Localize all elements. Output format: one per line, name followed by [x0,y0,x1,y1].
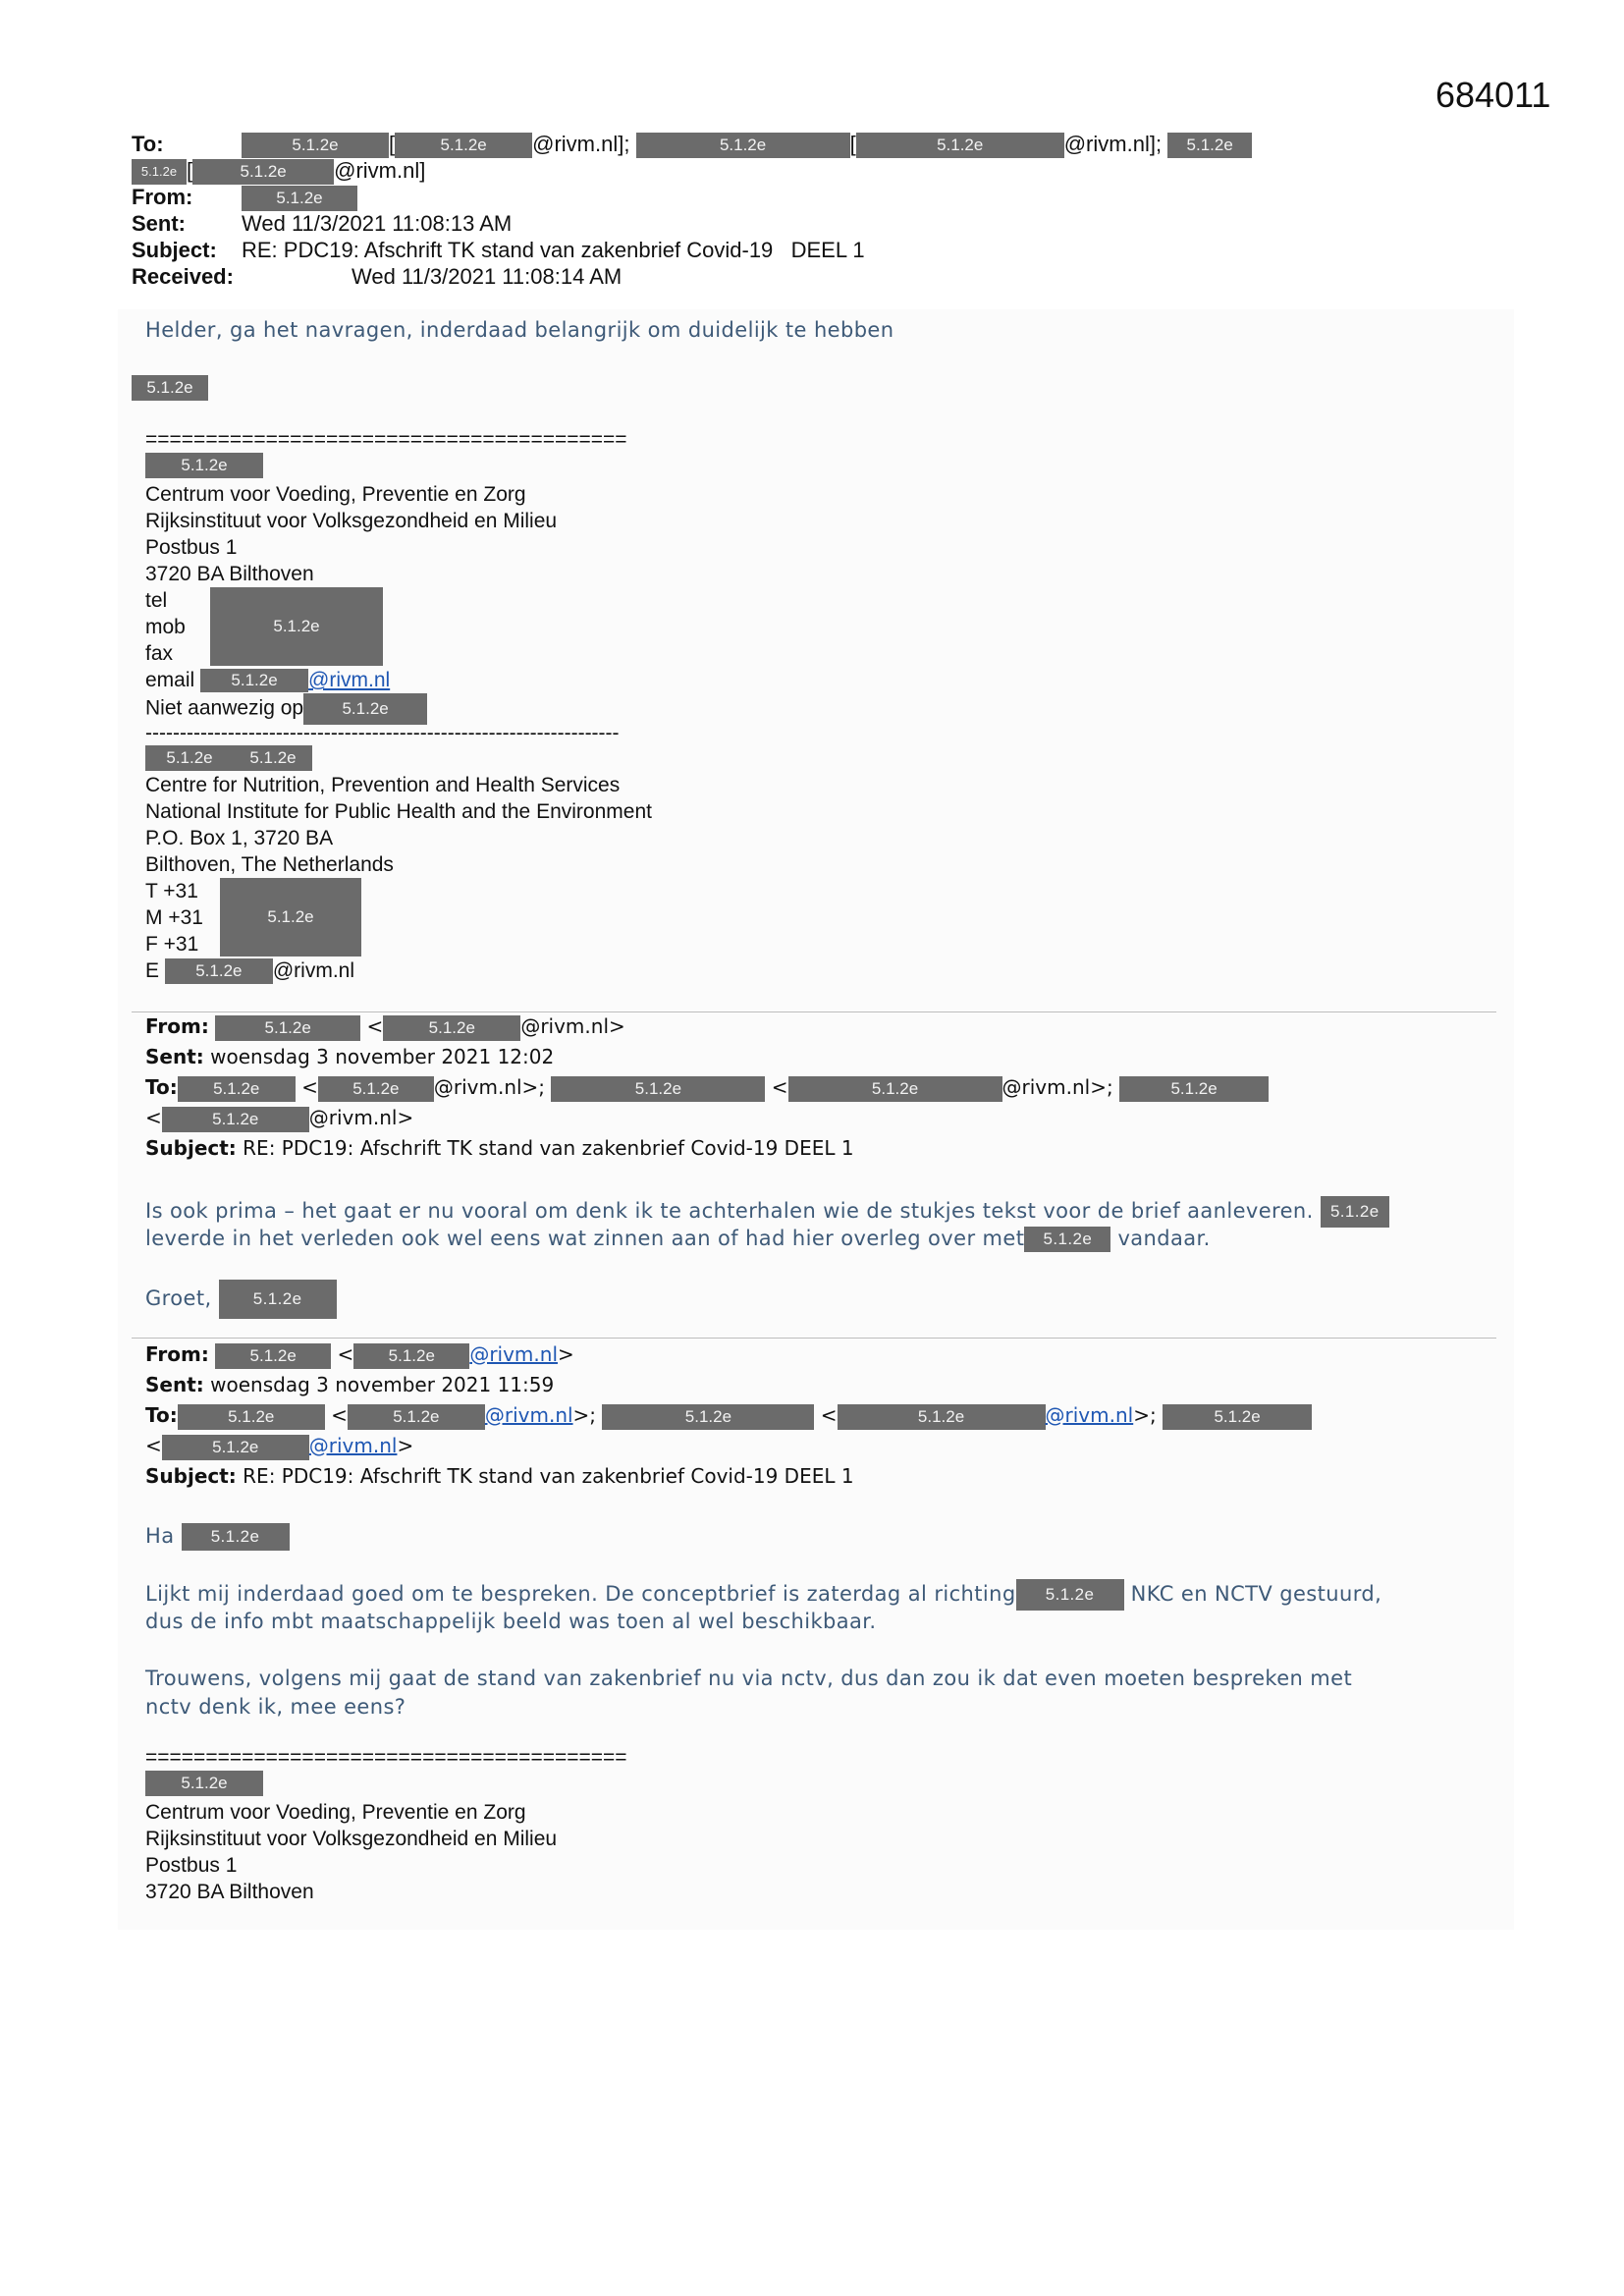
subject-value: RE: PDC19: Afschrift TK stand van zakenbrief Covid-19 DEEL 1 [243,1464,854,1488]
redaction: 5.1.2e [1119,1076,1269,1102]
sent-label: Sent: [145,1045,204,1068]
from-domain: @rivm.nl> [520,1014,625,1038]
redaction: 5.1.2e [602,1404,814,1430]
redaction: 5.1.2e [132,375,208,401]
received-value: Wed 11/3/2021 11:08:14 AM [352,264,623,289]
body-text: vandaar. [1117,1227,1211,1250]
sig-mob: mob [145,616,186,638]
sig-en-addr2: Bilthoven, The Netherlands [145,853,394,876]
angle-bracket: < [145,1106,162,1129]
sig-en-org2: National Institute for Public Health and the Environment [145,800,652,823]
from-label: From: [145,1342,209,1366]
redaction: 5.1.2e [1016,1579,1124,1611]
sig-addr2: 3720 BA Bilthoven [145,1881,314,1903]
sig-dash-separator: --------------------------------------------------------------------- [145,722,620,744]
to-label: To: [132,132,164,156]
redaction: 5.1.2e [145,453,263,478]
redaction: 5.1.2e [788,1076,1002,1102]
msg2-body-line-2 [145,1225,1211,1253]
to-domain: @rivm.nl] [334,158,426,183]
document-id: 684011 [1435,75,1551,115]
body-text: Lijkt mij inderdaad goed om te bespreken. De conceptbrief is zaterdag al richting [145,1582,1016,1606]
from-email-link[interactable]: @rivm.nl [469,1342,558,1366]
sig-tel: tel [145,589,168,612]
sig-en-f: F +31 [145,933,199,956]
redaction: 5.1.2e [192,159,334,185]
to-email-link[interactable]: @rivm.nl [308,1434,398,1457]
from-label: From: [145,1014,209,1038]
msg3-para2-line-1: Trouwens, volgens mij gaat de stand van zakenbrief nu via nctv, dus dan zou ik dat even moeten bespreken met [145,1667,1353,1690]
redaction: 5.1.2e [162,1435,309,1460]
angle-bracket: < [337,1342,354,1366]
sig-org2: Rijksinstituut voor Volksgezondheid en Milieu [145,1828,558,1850]
msg2-subject [145,1133,854,1164]
signature-separator: ======================================== [145,1746,627,1769]
msg3-from [145,1339,574,1370]
redaction: 5.1.2e [165,958,273,984]
subject-value: RE: PDC19: Afschrift TK stand van zakenbrief Covid-19 DEEL 1 [242,238,865,262]
sig-addr1: Postbus 1 [145,536,238,559]
sig-addr1: Postbus 1 [145,1854,238,1877]
redaction: 5.1.2e [838,1404,1046,1430]
header-to-line-2: 5.1.2e [ 5.1.2e @rivm.nl] [132,157,425,185]
redaction: 5.1.2e [178,1404,325,1430]
redaction: 5.1.2e [215,1015,360,1041]
to-domain: @rivm.nl>; [1001,1075,1113,1099]
sig-org2: Rijksinstituut voor Volksgezondheid en Milieu [145,510,558,532]
sig-en-org1: Centre for Nutrition, Prevention and Health Services [145,774,621,796]
angle-bracket: < [301,1075,318,1099]
redaction: 5.1.2e [1163,1404,1312,1430]
redaction: 5.1.2e [353,1343,469,1369]
header-received [132,263,622,290]
redaction: 5.1.2e [303,693,427,725]
header-from [132,184,357,211]
greeting-text: Groet, [145,1286,212,1310]
email-link[interactable]: @rivm.nl [308,669,391,691]
redaction: 5.1.2e [210,587,383,666]
msg2-sent [145,1042,554,1072]
separator: >; [1133,1403,1157,1427]
header-sent [132,210,512,237]
redaction: 5.1.2e [383,1015,520,1041]
redaction: 5.1.2e [145,745,234,771]
sig-en-name [145,744,312,771]
e-label: E [145,959,160,982]
msg3-to-line-1 [145,1400,1312,1431]
subject-label: Subject: [132,238,217,262]
redaction: 5.1.2e [219,1280,337,1319]
msg2-body-line-1 [145,1196,1389,1228]
sent-value: Wed 11/3/2021 11:08:13 AM [242,211,513,236]
msg3-subject [145,1461,854,1492]
subject-label: Subject: [145,1136,237,1160]
angle-bracket: < [771,1075,788,1099]
redaction: 5.1.2e [242,133,389,158]
salutation-text: Ha [145,1524,175,1548]
separator: >; [572,1403,597,1427]
subject-value: RE: PDC19: Afschrift TK stand van zakenbrief Covid-19 DEEL 1 [243,1136,854,1160]
redaction: 5.1.2e [1167,133,1252,158]
msg3-para1-line-2: dus de info mbt maatschappelijk beeld was toen al wel beschikbaar. [145,1610,877,1633]
redaction: 5.1.2e [395,133,532,158]
body-text: leverde in het verleden ook wel eens wat zinnen aan of had hier overleg over met [145,1227,1025,1250]
sig-email-line [145,667,390,693]
from-label: From: [132,185,193,209]
email-domain: @rivm.nl [272,959,355,982]
to-email-link[interactable]: @rivm.nl [484,1403,573,1427]
received-label: Received: [132,264,234,289]
to-label: To: [145,1075,178,1099]
to-label: To: [145,1403,178,1427]
sent-value: woensdag 3 november 2021 12:02 [210,1045,555,1068]
redaction: 5.1.2e [162,1107,309,1132]
sig-org1: Centrum voor Voeding, Preventie en Zorg [145,1801,526,1824]
email-label: email [145,669,195,691]
redaction: 5.1.2e [242,186,357,211]
redaction: 5.1.2e [636,133,850,158]
redaction: 5.1.2e [145,1771,263,1796]
msg2-from [145,1011,625,1042]
redaction: 5.1.2e [551,1076,765,1102]
angle-bracket: > [558,1342,574,1366]
sig-org1: Centrum voor Voeding, Preventie en Zorg [145,483,526,506]
msg3-para2-line-2: nctv denk ik, mee eens? [145,1695,406,1719]
redaction: 5.1.2e [318,1076,434,1102]
angle-bracket: < [331,1403,348,1427]
sig-en-email [145,957,354,984]
to-domain: @rivm.nl]; [1063,132,1163,156]
subject-label: Subject: [145,1464,237,1488]
sig-addr2: 3720 BA Bilthoven [145,563,314,585]
sig-fax: fax [145,642,174,665]
body-text: Is ook prima – het gaat er nu vooral om denk ik te achterhalen wie de stukjes tekst voor de brief aanleveren. [145,1199,1314,1223]
redaction: 5.1.2e [348,1404,485,1430]
angle-bracket: < [145,1434,162,1457]
redaction: 5.1.2e [182,1523,290,1551]
redaction: 5.1.2e [234,745,312,771]
header-to-line-1: To: 5.1.2e [ 5.1.2e @rivm.nl]; 5.1.2e [ 5.1.2e @rivm.nl]; 5.1.2e [132,131,1252,158]
to-domain: @rivm.nl]; [532,132,630,156]
sig-en-addr1: P.O. Box 1, 3720 BA [145,827,334,849]
redaction: 5.1.2e [856,133,1064,158]
divider [132,1338,1496,1339]
sent-label: Sent: [145,1373,204,1396]
msg3-salutation [145,1522,290,1551]
redaction: 5.1.2e [132,159,187,185]
sent-value: woensdag 3 november 2021 11:59 [210,1373,555,1396]
redaction: 5.1.2e [1024,1227,1110,1252]
msg3-to-line-2 [145,1431,413,1461]
redaction: 5.1.2e [1321,1196,1389,1228]
msg2-greeting [145,1280,337,1319]
msg2-to-line-1 [145,1072,1269,1103]
redaction: 5.1.2e [178,1076,296,1102]
msg2-to-line-2 [145,1103,413,1133]
sent-label: Sent: [132,211,186,236]
signature-separator: ======================================== [145,428,627,451]
redaction: 5.1.2e [200,669,308,692]
redaction: 5.1.2e [215,1343,331,1369]
to-email-link[interactable]: @rivm.nl [1045,1403,1134,1427]
redaction: 5.1.2e [220,878,361,957]
angle-bracket: < [366,1014,384,1038]
angle-bracket: > [397,1434,414,1457]
reply-body: Helder, ga het navragen, inderdaad belangrijk om duidelijk te hebben [145,318,894,342]
body-text: NKC en NCTV gestuurd, [1130,1582,1382,1606]
sig-en-m: M +31 [145,906,203,929]
angle-bracket: < [820,1403,838,1427]
to-domain: @rivm.nl> [308,1106,414,1129]
msg3-sent [145,1370,554,1400]
to-domain: @rivm.nl>; [433,1075,546,1099]
sig-en-t: T +31 [145,880,198,902]
absent-label: Niet aanwezig op [145,696,304,720]
msg3-para1-line-1 [145,1579,1381,1611]
header-subject [132,237,865,263]
